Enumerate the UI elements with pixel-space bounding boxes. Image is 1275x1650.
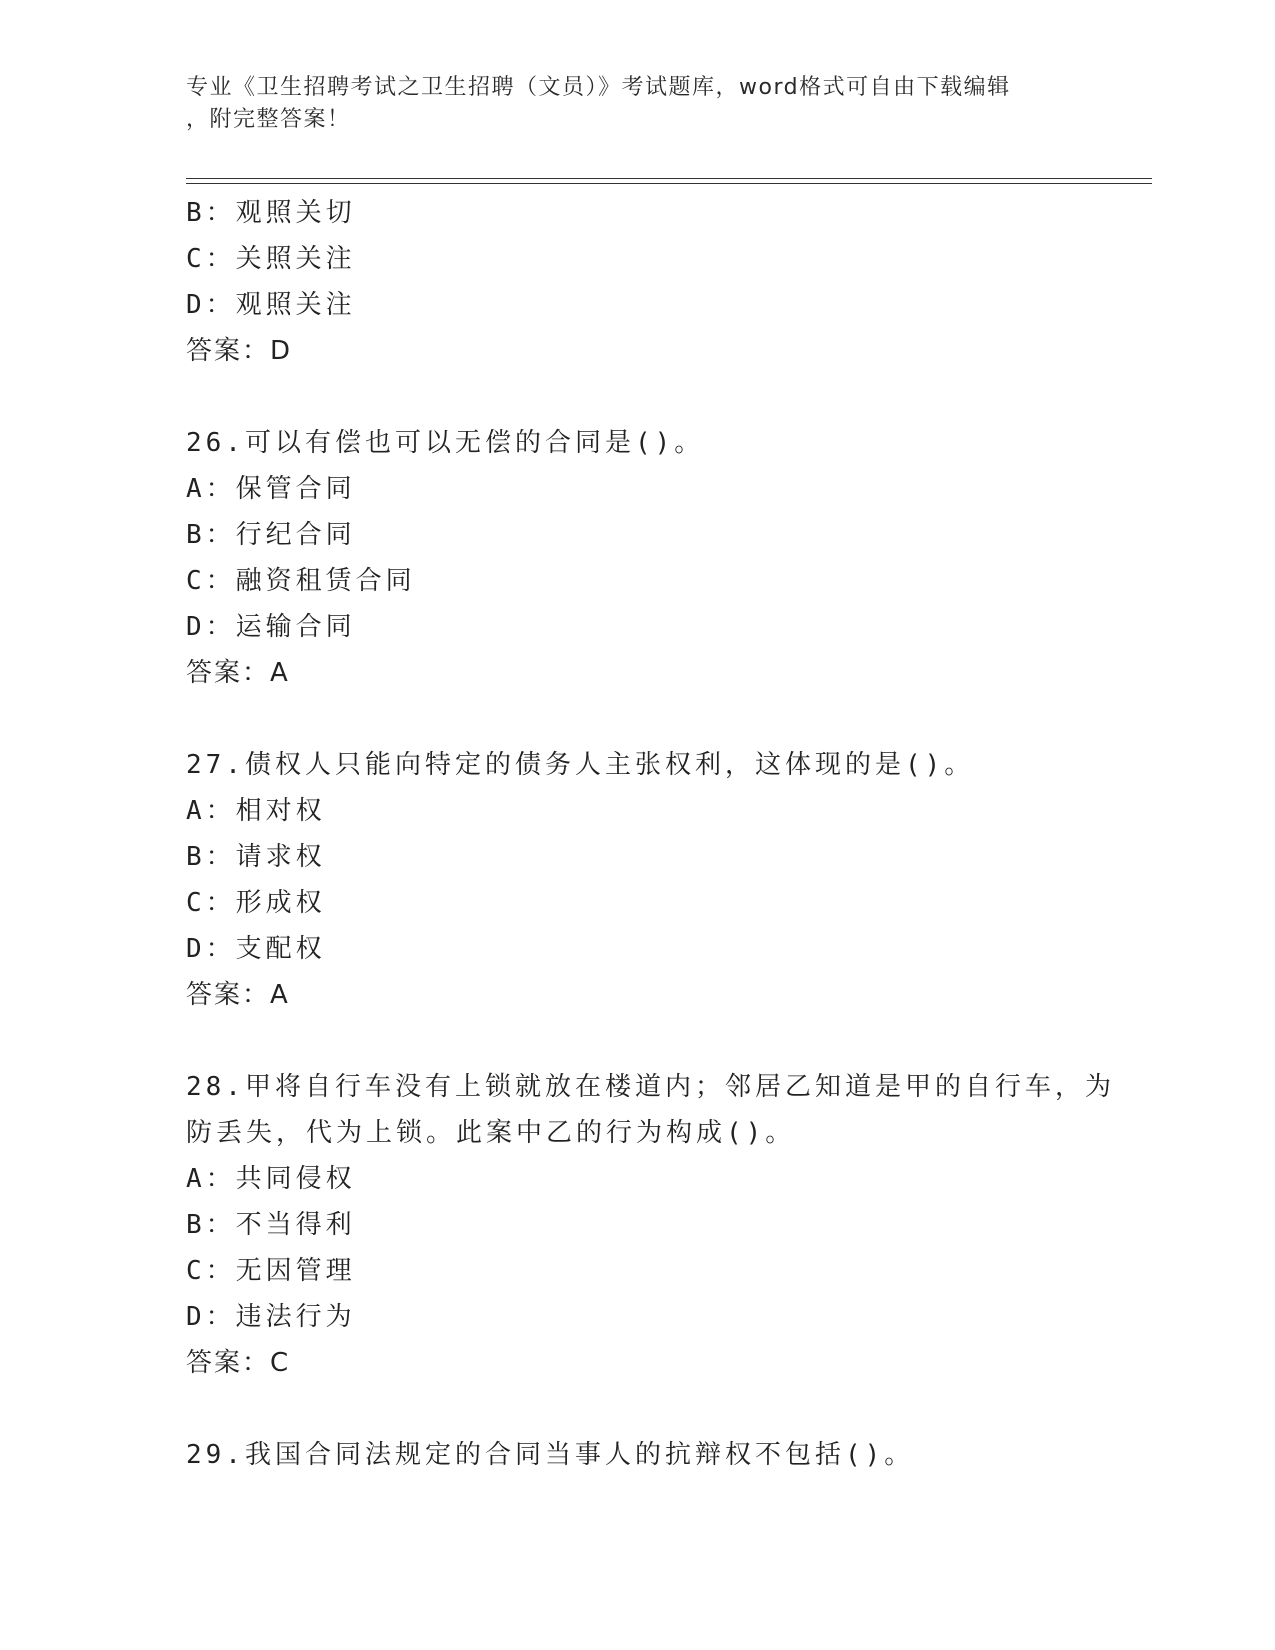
spacer xyxy=(186,696,1086,742)
option-b: B：请求权 xyxy=(186,842,326,872)
option-c: C：融资租赁合同 xyxy=(186,566,416,596)
option-c: C：关照关注 xyxy=(186,244,356,274)
question-26 xyxy=(186,420,1086,696)
question-text-line-1: 28.甲将自行车没有上锁就放在楼道内；邻居乙知道是甲的自行车，为 xyxy=(186,1072,1115,1102)
option-b: B：不当得利 xyxy=(186,1210,356,1240)
option-c: C：无因管理 xyxy=(186,1256,356,1286)
answer: 答案：A xyxy=(186,658,290,688)
header-rule-bottom xyxy=(186,183,1152,184)
question-text: 29.我国合同法规定的合同当事人的抗辩权不包括()。 xyxy=(186,1440,915,1470)
document-header xyxy=(186,72,1066,136)
answer: 答案：D xyxy=(186,336,293,366)
spacer xyxy=(186,1386,1086,1432)
option-c: C：形成权 xyxy=(186,888,326,918)
option-d: D：支配权 xyxy=(186,934,326,964)
question-28 xyxy=(186,1064,1115,1386)
question-29 xyxy=(186,1432,1086,1478)
header-line-1: 专业《卫生招聘考试之卫生招聘（文员）》考试题库，word格式可自由下载编辑 xyxy=(186,75,1011,100)
question-27 xyxy=(186,742,1086,1018)
question-25-tail xyxy=(186,190,1086,374)
header-line-2: ，附完整答案！ xyxy=(186,107,351,132)
spacer xyxy=(186,1018,1086,1064)
option-d: D：违法行为 xyxy=(186,1302,356,1332)
question-text: 27.债权人只能向特定的债务人主张权利，这体现的是()。 xyxy=(186,750,975,780)
header-rule-top xyxy=(186,178,1152,179)
option-b: B：行纪合同 xyxy=(186,520,356,550)
option-a: A：保管合同 xyxy=(186,474,356,504)
option-d: D：观照关注 xyxy=(186,290,356,320)
answer: 答案：C xyxy=(186,1348,291,1378)
option-a: A：相对权 xyxy=(186,796,326,826)
option-d: D：运输合同 xyxy=(186,612,356,642)
question-text-line-2: 防丢失，代为上锁。此案中乙的行为构成()。 xyxy=(186,1118,796,1148)
option-b: B：观照关切 xyxy=(186,198,356,228)
spacer xyxy=(186,374,1086,420)
question-list xyxy=(186,190,1115,1478)
answer: 答案：A xyxy=(186,980,290,1010)
question-text: 26.可以有偿也可以无偿的合同是()。 xyxy=(186,428,705,458)
option-a: A：共同侵权 xyxy=(186,1164,356,1194)
